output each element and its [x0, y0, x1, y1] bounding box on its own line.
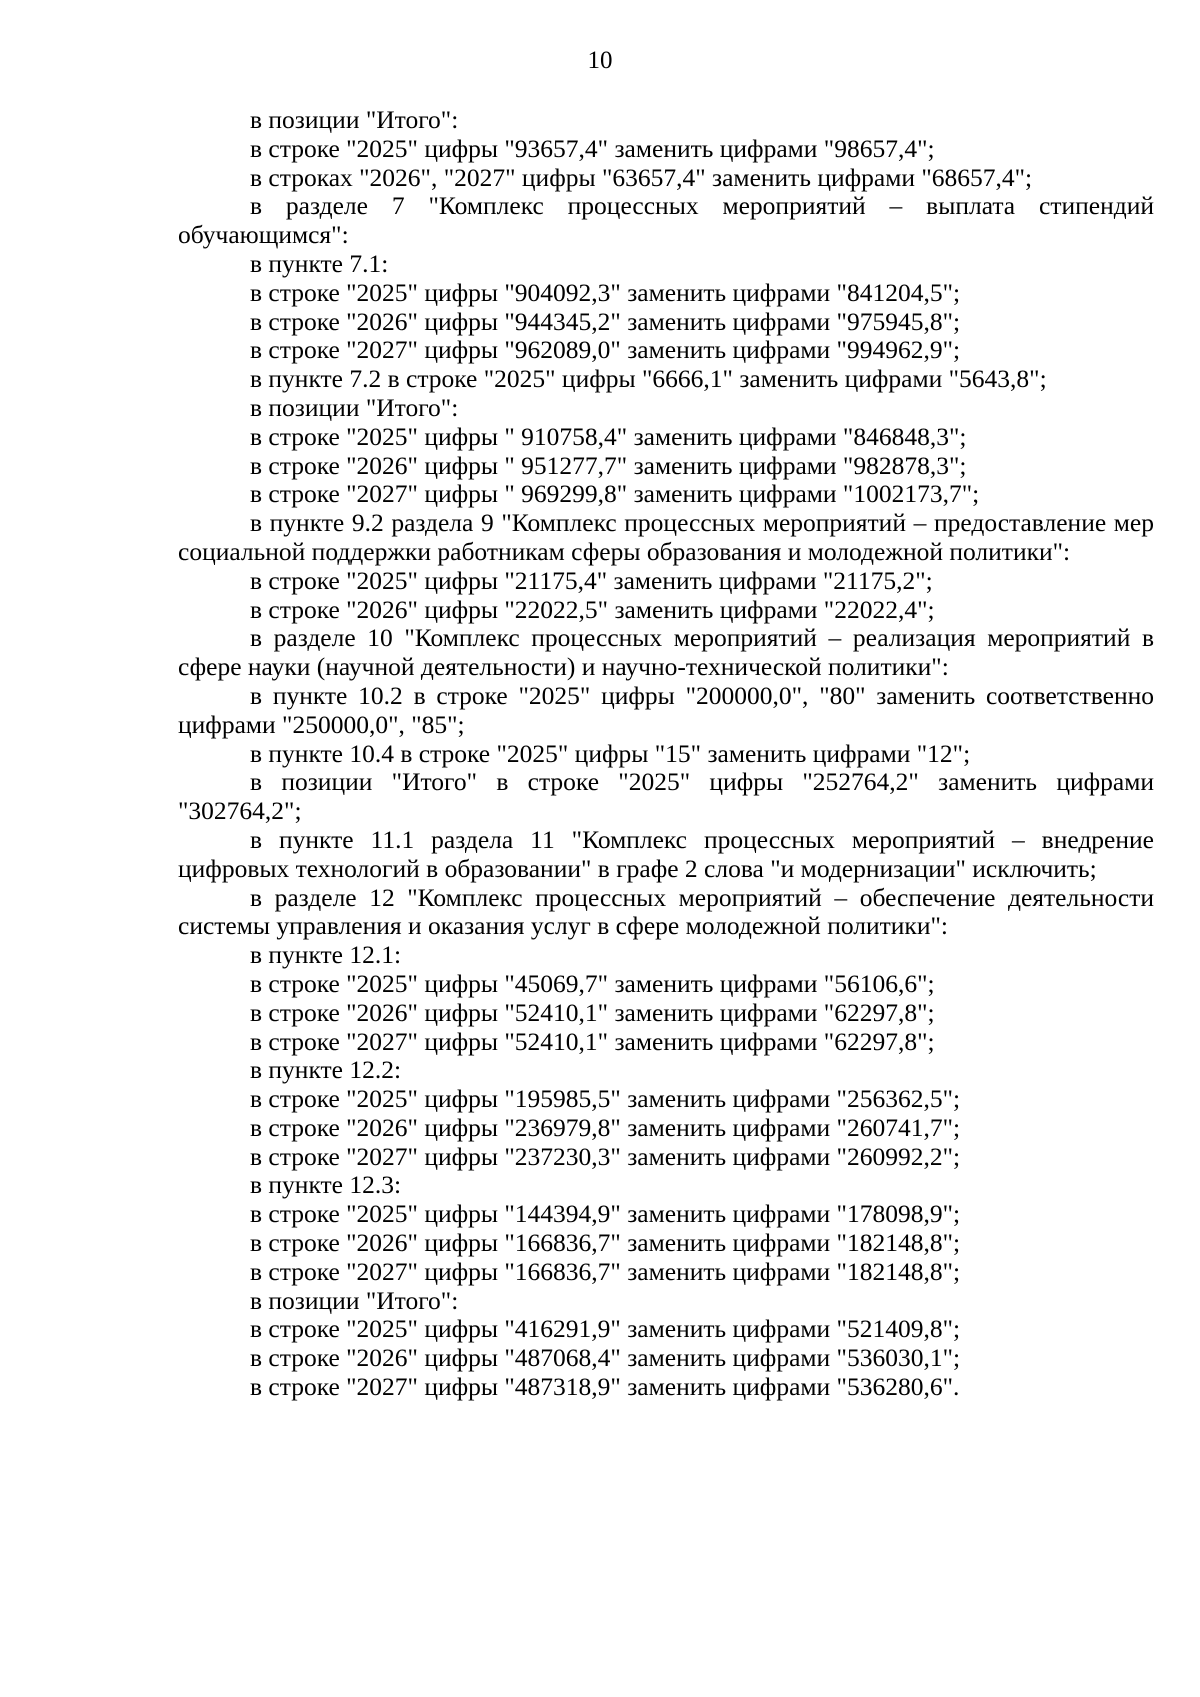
- paragraph: в пункте 7.2 в строке "2025" цифры "6666,1" заменить цифрами "5643,8";: [250, 364, 1047, 394]
- paragraph: в разделе 10 "Комплекс процессных мероприятий – реализация мероприятий в сфере науки (научной деятельности) и научно-технической политики":: [178, 623, 1154, 682]
- paragraph: в строке "2025" цифры "45069,7" заменить цифрами "56106,6";: [250, 968, 935, 998]
- paragraph: в строке "2026" цифры "487068,4" заменить цифрами "536030,1";: [250, 1343, 961, 1373]
- paragraph: в строке "2025" цифры "416291,9" заменить цифрами "521409,8";: [250, 1314, 961, 1344]
- page-number: 10: [587, 47, 613, 74]
- paragraph: в позиции "Итого":: [250, 1285, 459, 1315]
- paragraph: в пункте 11.1 раздела 11 "Комплекс процессных мероприятий – внедрение цифровых технологий в образовании" в графе 2 слова "и модернизации" исключить;: [178, 824, 1154, 883]
- paragraph: в строке "2027" цифры "52410,1" заменить цифрами "62297,8";: [250, 1026, 935, 1056]
- paragraph: в строке "2026" цифры "22022,5" заменить цифрами "22022,4";: [250, 594, 935, 624]
- paragraph: в строке "2025" цифры "195985,5" заменить цифрами "256362,5";: [250, 1084, 961, 1114]
- paragraph: в строке "2026" цифры "52410,1" заменить цифрами "62297,8";: [250, 997, 935, 1027]
- paragraph: в строке "2026" цифры "166836,7" заменить цифрами "182148,8";: [250, 1228, 961, 1258]
- document-body: [178, 106, 1154, 1402]
- paragraph: в пункте 7.1:: [250, 248, 389, 278]
- paragraph: в строке "2025" цифры "904092,3" заменить цифрами "841204,5";: [250, 277, 961, 307]
- paragraph: в строке "2025" цифры "21175,4" заменить цифрами "21175,2";: [250, 565, 933, 595]
- paragraph: в строке "2025" цифры "144394,9" заменить цифрами "178098,9";: [250, 1199, 961, 1229]
- paragraph: в пункте 10.2 в строке "2025" цифры "200000,0", "80" заменить соответственно цифрами "250000,0", "85";: [178, 680, 1154, 739]
- paragraph: в строках "2026", "2027" цифры "63657,4" заменить цифрами "68657,4";: [250, 162, 1033, 192]
- paragraph: в позиции "Итого":: [250, 392, 459, 422]
- paragraph: в разделе 7 "Комплекс процессных мероприятий – выплата стипендий обучающимся":: [178, 191, 1154, 250]
- paragraph: в строке "2026" цифры " 951277,7" заменить цифрами "982878,3";: [250, 450, 967, 480]
- paragraph: в строке "2027" цифры "237230,3" заменить цифрами "260992,2";: [250, 1141, 961, 1171]
- paragraph: в строке "2027" цифры "487318,9" заменить цифрами "536280,6".: [250, 1372, 960, 1402]
- paragraph: в пункте 12.3:: [250, 1170, 402, 1200]
- paragraph: в позиции "Итого":: [250, 105, 459, 134]
- paragraph: в строке "2025" цифры " 910758,4" заменить цифрами "846848,3";: [250, 421, 967, 451]
- paragraph: в пункте 12.1:: [250, 940, 402, 970]
- paragraph: в разделе 12 "Комплекс процессных мероприятий – обеспечение деятельности системы управления и оказания услуг в сфере молодежной политики":: [178, 882, 1154, 941]
- paragraph: в строке "2025" цифры "93657,4" заменить цифрами "98657,4";: [250, 133, 935, 163]
- paragraph: в позиции "Итого" в строке "2025" цифры "252764,2" заменить цифрами "302764,2";: [178, 767, 1154, 826]
- paragraph: в строке "2026" цифры "944345,2" заменить цифрами "975945,8";: [250, 306, 961, 336]
- paragraph: в пункте 10.4 в строке "2025" цифры "15" заменить цифрами "12";: [250, 738, 971, 768]
- paragraph: в строке "2027" цифры "166836,7" заменить цифрами "182148,8";: [250, 1256, 961, 1286]
- paragraph: в строке "2027" цифры "962089,0" заменить цифрами "994962,9";: [250, 335, 961, 365]
- paragraph: в пункте 9.2 раздела 9 "Комплекс процессных мероприятий – предоставление мер социальной поддержки работникам сферы образования и молодежной политики":: [178, 508, 1154, 566]
- paragraph: в строке "2027" цифры " 969299,8" заменить цифрами "1002173,7";: [250, 479, 980, 509]
- paragraph: в строке "2026" цифры "236979,8" заменить цифрами "260741,7";: [250, 1112, 961, 1142]
- paragraph: в пункте 12.2:: [250, 1055, 402, 1085]
